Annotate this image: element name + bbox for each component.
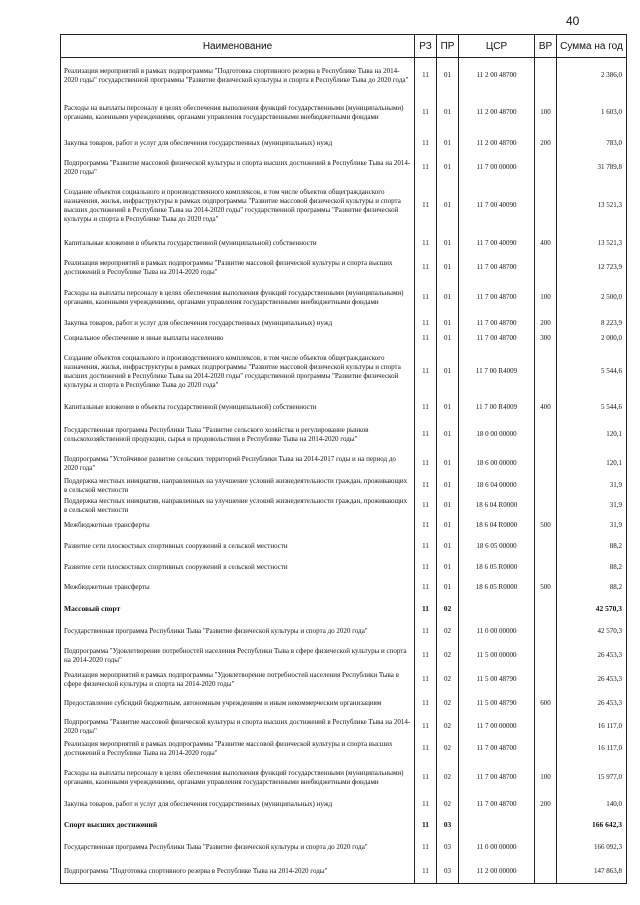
cell-name: Подпрограмма "Удовлетворение потребностей населения Республики Тыва в сфере физической культуры и спорта на 2014-2020 годы" [61,644,415,668]
cell-csr: 11 7 00 48700 [459,738,535,760]
table-row [61,644,627,668]
cell-rz: 11 [415,692,437,716]
budget-table [60,34,627,884]
cell-name: Создание объектов социального и производственного комплексов, в том числе объектов общегражданского назначения, жилья, инфраструктуры в рамках подпрограммы "Развитие массовой физической культуры и спорта высших достижений в Республике Тыва на 2014-2020 годы" государственной программы "Развитие физической культуры и спорта в Республике Тыва до 2020 года" [61,346,415,398]
table-row [61,760,627,796]
cell-rz: 11 [415,620,437,644]
table-row [61,796,627,814]
table-header [61,35,627,58]
cell-sum: 42 570,3 [557,598,627,620]
cell-sum: 26 453,3 [557,668,627,692]
cell-sum: 26 453,3 [557,692,627,716]
cell-rz: 11 [415,256,437,280]
cell-pr: 01 [437,180,459,232]
cell-pr: 01 [437,316,459,332]
cell-rz: 11 [415,716,437,738]
cell-vr [535,836,557,860]
cell-vr [535,716,557,738]
table-row [61,58,627,94]
cell-sum: 5 544,6 [557,346,627,398]
cell-csr: 18 6 04 R0000 [459,516,535,536]
cell-rz: 11 [415,644,437,668]
cell-pr: 01 [437,578,459,598]
table-row [61,180,627,232]
cell-sum: 120,1 [557,418,627,452]
cell-csr: 11 7 00 48700 [459,332,535,346]
cell-vr: 400 [535,232,557,256]
table-row [61,476,627,496]
cell-csr: 11 5 00 48790 [459,692,535,716]
cell-rz: 11 [415,860,437,884]
cell-rz: 11 [415,516,437,536]
cell-pr: 01 [437,280,459,316]
cell-pr: 02 [437,716,459,738]
cell-vr [535,180,557,232]
cell-name: Государственная программа Республики Тыва "Развитие физической культуры и спорта до 2020 года" [61,836,415,860]
cell-rz: 11 [415,332,437,346]
cell-sum: 31,9 [557,516,627,536]
cell-vr [535,418,557,452]
cell-vr: 100 [535,94,557,132]
cell-pr: 03 [437,860,459,884]
cell-vr [535,256,557,280]
cell-name: Межбюджетные трансферты [61,578,415,598]
table-row [61,598,627,620]
cell-pr: 02 [437,796,459,814]
cell-sum: 2 500,0 [557,280,627,316]
cell-name: Массовый спорт [61,598,415,620]
cell-name: Спорт высших достижений [61,814,415,836]
cell-rz: 11 [415,668,437,692]
cell-vr: 200 [535,316,557,332]
cell-csr: 11 2 00 00000 [459,860,535,884]
cell-sum: 88,2 [557,558,627,578]
cell-vr [535,346,557,398]
cell-rz: 11 [415,452,437,476]
cell-name: Поддержка местных инициатив, направленных на улучшение условий жизнедеятельности граждан, проживающих в сельской местности [61,476,415,496]
cell-vr [535,496,557,516]
cell-vr: 400 [535,398,557,418]
cell-name: Закупка товаров, работ и услуг для обеспечения государственных (муниципальных) нужд [61,316,415,332]
cell-sum: 26 453,3 [557,644,627,668]
cell-vr: 100 [535,280,557,316]
cell-sum: 166 092,3 [557,836,627,860]
table-row [61,398,627,418]
cell-pr: 01 [437,346,459,398]
table-row [61,496,627,516]
cell-sum: 120,1 [557,452,627,476]
cell-rz: 11 [415,476,437,496]
cell-rz: 11 [415,280,437,316]
cell-pr: 02 [437,760,459,796]
cell-csr: 18 6 05 00000 [459,536,535,558]
cell-sum: 42 570,3 [557,620,627,644]
cell-sum: 5 544,6 [557,398,627,418]
cell-pr: 01 [437,452,459,476]
table-row [61,418,627,452]
cell-rz: 11 [415,598,437,620]
cell-rz: 11 [415,738,437,760]
table-row [61,332,627,346]
cell-name: Развитие сети плоскостных спортивных сооружений в сельской местности [61,536,415,558]
cell-sum: 15 977,0 [557,760,627,796]
cell-csr: 11 7 00 00000 [459,716,535,738]
table-row [61,814,627,836]
cell-csr: 11 5 00 00000 [459,644,535,668]
table-row [61,256,627,280]
cell-csr [459,814,535,836]
table-row [61,280,627,316]
cell-pr: 01 [437,476,459,496]
cell-rz: 11 [415,398,437,418]
cell-vr [535,58,557,94]
cell-vr [535,558,557,578]
table-row [61,516,627,536]
cell-pr: 01 [437,156,459,180]
cell-name: Социальное обеспечение и иные выплаты населению [61,332,415,346]
header-rz: РЗ [415,35,437,58]
header-name: Наименование [61,35,415,58]
cell-csr: 18 6 04 R0000 [459,496,535,516]
cell-rz: 11 [415,418,437,452]
cell-vr [535,860,557,884]
cell-csr: 11 7 00 40090 [459,232,535,256]
cell-vr [535,598,557,620]
cell-rz: 11 [415,558,437,578]
cell-vr: 500 [535,516,557,536]
table-row [61,232,627,256]
cell-pr: 01 [437,58,459,94]
cell-vr: 500 [535,578,557,598]
cell-name: Межбюджетные трансферты [61,516,415,536]
table-row [61,836,627,860]
cell-rz: 11 [415,578,437,598]
cell-vr: 600 [535,692,557,716]
cell-vr [535,738,557,760]
cell-name: Подпрограмма "Устойчивое развитие сельских территорий Республики Тыва на 2014-2017 годы и на период до 2020 года" [61,452,415,476]
cell-name: Капитальные вложения в объекты государственной (муниципальной) собственности [61,232,415,256]
cell-sum: 12 723,9 [557,256,627,280]
page-number: 40 [566,14,580,28]
cell-sum: 13 521,3 [557,180,627,232]
cell-name: Расходы на выплаты персоналу в целях обеспечения выполнения функций государственными (муниципальными) органами, казенными учреждениями, органами управления государственными внебюджетными фондами [61,280,415,316]
cell-csr: 11 7 00 48700 [459,316,535,332]
cell-pr: 02 [437,738,459,760]
cell-pr: 01 [437,132,459,156]
cell-rz: 11 [415,346,437,398]
cell-name: Реализация мероприятий в рамках подпрограммы "Удовлетворение потребностей населения Республики Тыва в сфере физической культуры и спорта на 2014-2020 годы" [61,668,415,692]
cell-rz: 11 [415,156,437,180]
cell-pr: 01 [437,558,459,578]
cell-vr [535,536,557,558]
cell-rz: 11 [415,760,437,796]
cell-name: Подпрограмма "Развитие массовой физической культуры и спорта высших достижений в Республике Тыва на 2014-2020 годы" [61,716,415,738]
cell-name: Реализация мероприятий в рамках подпрограммы "Подготовка спортивного резерва в Республике Тыва на 2014-2020 годы" государственной программы "Развитие физической культуры и спорта в Республике Тыва до 2020 года" [61,58,415,94]
table-row [61,716,627,738]
cell-rz: 11 [415,132,437,156]
table-row [61,668,627,692]
table-row [61,94,627,132]
cell-csr [459,598,535,620]
table-row [61,156,627,180]
header-pr: ПР [437,35,459,58]
cell-pr: 01 [437,256,459,280]
table-row [61,346,627,398]
cell-pr: 01 [437,232,459,256]
cell-csr: 11 7 00 48700 [459,280,535,316]
cell-sum: 1 603,0 [557,94,627,132]
cell-name: Создание объектов социального и производственного комплексов, в том числе объектов общегражданского назначения, жилья, инфраструктуры в рамках подпрограммы "Развитие массовой физической культуры и спорта высших достижений в Республике Тыва на 2014-2020 годы" государственной программы "Развитие физической культуры и спорта в Республике Тыва до 2020 года" [61,180,415,232]
cell-sum: 2 386,0 [557,58,627,94]
cell-csr: 11 7 00 48700 [459,256,535,280]
cell-name: Капитальные вложения в объекты государственной (муниципальной) собственности [61,398,415,418]
cell-pr: 01 [437,536,459,558]
cell-pr: 01 [437,516,459,536]
cell-name: Поддержка местных инициатив, направленных на улучшение условий жизнедеятельности граждан, проживающих в сельской местности [61,496,415,516]
cell-rz: 11 [415,316,437,332]
cell-sum: 16 117,0 [557,738,627,760]
cell-pr: 01 [437,418,459,452]
cell-pr: 01 [437,398,459,418]
cell-sum: 13 521,3 [557,232,627,256]
cell-rz: 11 [415,496,437,516]
cell-sum: 88,2 [557,578,627,598]
cell-rz: 11 [415,232,437,256]
cell-vr [535,644,557,668]
cell-vr [535,620,557,644]
cell-rz: 11 [415,536,437,558]
cell-name: Государственная программа Республики Тыва "Развитие сельского хозяйства и регулирование рынков сельскохозяйственной продукции, сырья и продовольствия в Республике Тыва на 2014-2020 годы" [61,418,415,452]
table-row [61,620,627,644]
cell-rz: 11 [415,814,437,836]
cell-vr [535,156,557,180]
cell-name: Расходы на выплаты персоналу в целях обеспечения выполнения функций государственными (муниципальными) органами, казенными учреждениями, органами управления государственными внебюджетными фондами [61,760,415,796]
cell-vr [535,452,557,476]
cell-pr: 01 [437,332,459,346]
cell-vr [535,668,557,692]
cell-csr: 11 5 00 48790 [459,668,535,692]
cell-csr: 11 2 00 48700 [459,94,535,132]
cell-vr [535,814,557,836]
cell-name: Закупка товаров, работ и услуг для обеспечения государственных (муниципальных) нужд [61,796,415,814]
table-row [61,452,627,476]
cell-rz: 11 [415,836,437,860]
cell-vr: 100 [535,760,557,796]
header-sum: Сумма на год [557,35,627,58]
cell-pr: 03 [437,836,459,860]
cell-sum: 16 117,0 [557,716,627,738]
cell-csr: 11 2 00 48700 [459,132,535,156]
cell-rz: 11 [415,94,437,132]
cell-name: Предоставление субсидий бюджетным, автономным учреждениям и иным некоммерческим организациям [61,692,415,716]
cell-csr: 11 2 00 48700 [459,58,535,94]
cell-pr: 02 [437,692,459,716]
cell-pr: 01 [437,94,459,132]
cell-pr: 02 [437,598,459,620]
cell-pr: 01 [437,496,459,516]
cell-csr: 11 0 00 00000 [459,836,535,860]
cell-pr: 02 [437,668,459,692]
cell-sum: 166 642,3 [557,814,627,836]
table-row [61,536,627,558]
cell-vr [535,476,557,496]
table-row [61,316,627,332]
cell-rz: 11 [415,180,437,232]
cell-pr: 02 [437,620,459,644]
cell-csr: 18 6 04 00000 [459,476,535,496]
cell-csr: 18 6 05 R0000 [459,558,535,578]
header-vr: ВР [535,35,557,58]
cell-csr: 18 0 00 00000 [459,418,535,452]
table-row [61,860,627,884]
cell-sum: 88,2 [557,536,627,558]
cell-csr: 11 7 00 R4009 [459,398,535,418]
cell-sum: 31 789,8 [557,156,627,180]
cell-name: Государственная программа Республики Тыва "Развитие физической культуры и спорта до 2020 года" [61,620,415,644]
table-row [61,132,627,156]
table-row [61,578,627,598]
cell-name: Подпрограмма "Подготовка спортивного резерва в Республике Тыва на 2014-2020 годы" [61,860,415,884]
cell-csr: 18 6 05 R0000 [459,578,535,598]
cell-csr: 11 0 00 00000 [459,620,535,644]
cell-csr: 11 7 00 00000 [459,156,535,180]
cell-pr: 02 [437,644,459,668]
cell-sum: 31,9 [557,476,627,496]
cell-csr: 11 7 00 R4009 [459,346,535,398]
cell-name: Реализация мероприятий в рамках подпрограммы "Развитие массовой физической культуры и спорта высших достижений в Республике Тыва на 2014-2020 годы" [61,256,415,280]
table-row [61,692,627,716]
table-row [61,738,627,760]
cell-pr: 03 [437,814,459,836]
cell-csr: 11 7 00 48700 [459,796,535,814]
cell-name: Расходы на выплаты персоналу в целях обеспечения выполнения функций государственными (муниципальными) органами, казенными учреждениями, органами управления государственными внебюджетными фондами [61,94,415,132]
cell-sum: 2 000,0 [557,332,627,346]
cell-name: Подпрограмма "Развитие массовой физической культуры и спорта высших достижений в Республике Тыва на 2014-2020 годы" [61,156,415,180]
header-csr: ЦСР [459,35,535,58]
cell-vr: 200 [535,796,557,814]
cell-csr: 11 7 00 48700 [459,760,535,796]
cell-rz: 11 [415,58,437,94]
cell-name: Реализация мероприятий в рамках подпрограммы "Развитие массовой физической культуры и спорта высших достижений в Республике Тыва на 2014-2020 годы" [61,738,415,760]
cell-vr: 300 [535,332,557,346]
table-row [61,558,627,578]
cell-vr: 200 [535,132,557,156]
cell-sum: 783,0 [557,132,627,156]
cell-sum: 147 863,8 [557,860,627,884]
table-body [61,58,627,884]
cell-sum: 31,9 [557,496,627,516]
cell-sum: 8 223,9 [557,316,627,332]
cell-name: Развитие сети плоскостных спортивных сооружений в сельской местности [61,558,415,578]
cell-csr: 18 6 00 00000 [459,452,535,476]
cell-name: Закупка товаров, работ и услуг для обеспечения государственных (муниципальных) нужд [61,132,415,156]
cell-sum: 140,0 [557,796,627,814]
cell-rz: 11 [415,796,437,814]
cell-csr: 11 7 00 40090 [459,180,535,232]
